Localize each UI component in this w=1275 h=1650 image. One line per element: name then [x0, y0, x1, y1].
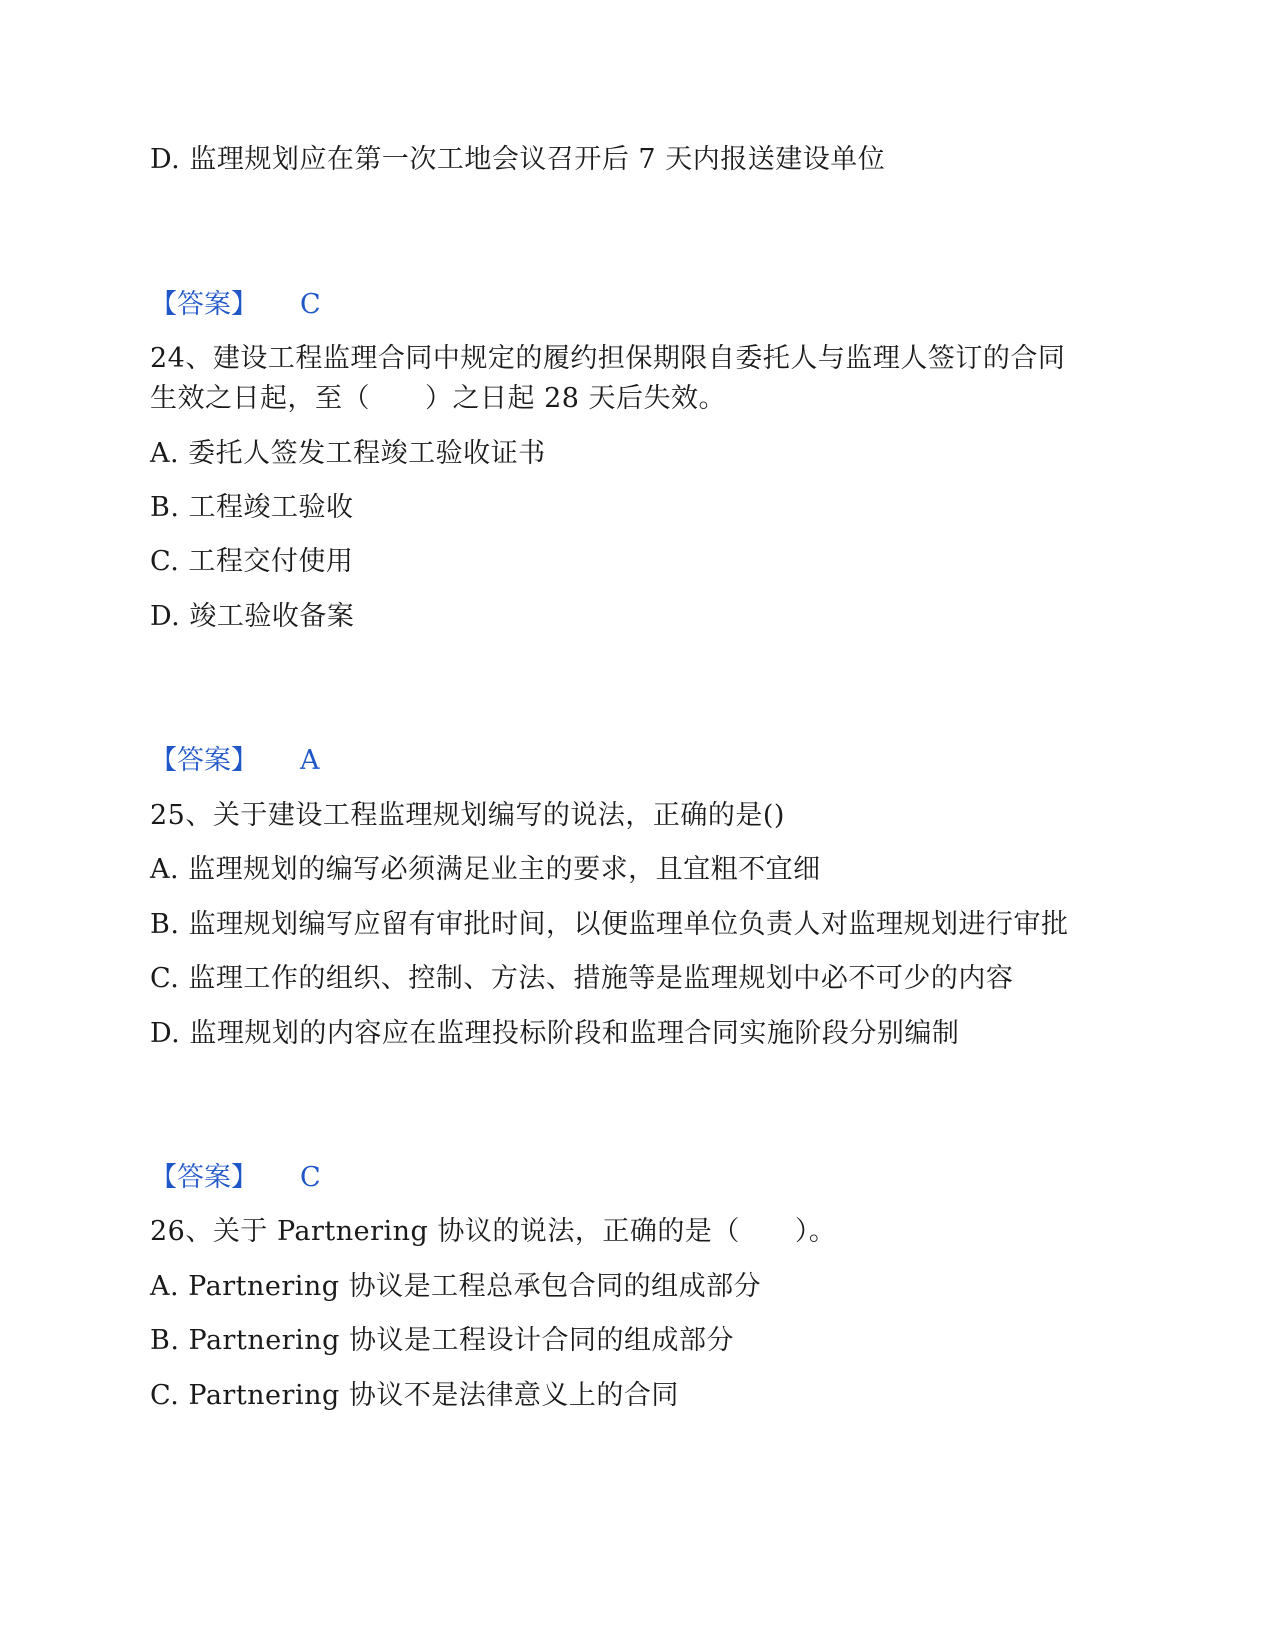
q24-option-a: A. 委托人签发工程竣工验收证书 — [150, 438, 546, 469]
q26-stem: 26、关于 Partnering 协议的说法，正确的是（ ）。 — [150, 1216, 837, 1247]
q25-answer-value: C — [300, 1162, 321, 1193]
q24-stem-line2: 生效之日起，至（ ）之日起 28 天后失效。 — [150, 383, 727, 414]
q24-option-c: C. 工程交付使用 — [150, 546, 354, 577]
q24-option-b: B. 工程竣工验收 — [150, 492, 354, 523]
q25-answer — [150, 1158, 321, 1198]
q24-answer-value: A — [300, 745, 320, 776]
q24-option-d: D. 竣工验收备案 — [150, 601, 355, 632]
q25-option-b: B. 监理规划编写应留有审批时间，以便监理单位负责人对监理规划进行审批 — [150, 909, 1069, 940]
q23-option-d: D. 监理规划应在第一次工地会议召开后 7 天内报送建设单位 — [150, 144, 886, 175]
q23-answer-label: 【答案】 — [150, 289, 258, 320]
q23-answer — [150, 285, 321, 325]
q24-stem-line1: 24、建设工程监理合同中规定的履约担保期限自委托人与监理人签订的合同 — [150, 343, 1066, 374]
q24-answer — [150, 741, 320, 781]
q25-stem: 25、关于建设工程监理规划编写的说法，正确的是() — [150, 800, 785, 831]
q26-option-a: A. Partnering 协议是工程总承包合同的组成部分 — [150, 1271, 762, 1302]
q25-option-a: A. 监理规划的编写必须满足业主的要求，且宜粗不宜细 — [150, 854, 821, 885]
q25-answer-label: 【答案】 — [150, 1162, 258, 1193]
q25-option-c: C. 监理工作的组织、控制、方法、措施等是监理规划中必不可少的内容 — [150, 963, 1014, 994]
q26-option-b: B. Partnering 协议是工程设计合同的组成部分 — [150, 1325, 734, 1356]
q26-option-c: C. Partnering 协议不是法律意义上的合同 — [150, 1380, 679, 1411]
q23-answer-value: C — [300, 289, 321, 320]
q24-answer-label: 【答案】 — [150, 745, 258, 776]
q25-option-d: D. 监理规划的内容应在监理投标阶段和监理合同实施阶段分别编制 — [150, 1018, 960, 1049]
